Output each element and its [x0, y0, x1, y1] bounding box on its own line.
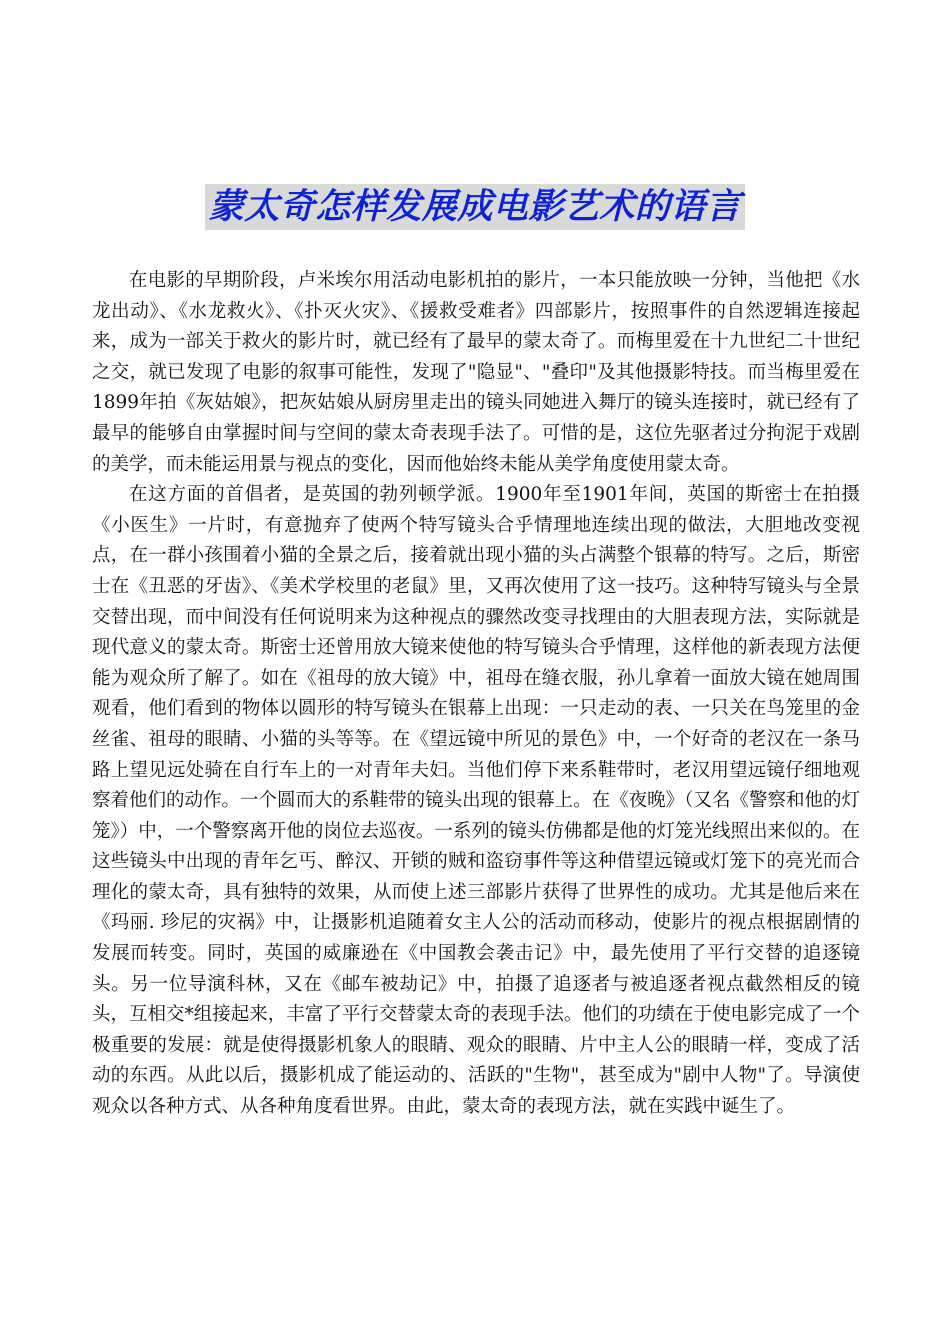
- paragraph-2: 在这方面的首倡者，是英国的勃列顿学派。1900年至1901年间，英国的斯密士在拍摄《小医生》一片时，有意抛弃了使两个特写镜头合乎情理地连续出现的做法，大胆地改变视点，在一群小孩围着小猫的全景之后，接着就出现小猫的头占满整个银幕的特写。之后，斯密士在《丑恶的牙齿》、《美术学校里的老鼠》里，又再次使用了这一技巧。这种特写镜头与全景交替出现，而中间没有任何说明来为这种视点的骤然改变寻找理由的大胆表现方法，实际就是现代意义的蒙太奇。斯密士还曾用放大镜来使他的特写镜头合乎情理，这样他的新表现方法便能为观众所了解了。如在《祖母的放大镜》中，祖母在缝衣服，孙儿拿着一面放大镜在她周围观看，他们看到的物体以圆形的特写镜头在银幕上出现：一只走动的表、一只关在鸟笼里的金丝雀、祖母的眼睛、小猫的头等等。在《望远镜中所见的景色》中，一个好奇的老汉在一条马路上望见远处骑在自行车上的一对青年夫妇。当他们停下来系鞋带时，老汉用望远镜仔细地观察着他们的动作。一个圆而大的系鞋带的镜头出现的银幕上。在《夜晚》（又名《警察和他的灯笼》）中，一个警察离开他的岗位去巡夜。一系列的镜头仿佛都是他的灯笼光线照出来似的。在这些镜头中出现的青年乞丐、醉汉、开锁的贼和盗窃事件等这种借望远镜或灯笼下的亮光而合理化的蒙太奇，具有独特的效果，从而使上述三部影片获得了世界性的成功。尤其是他后来在《玛丽. 珍尼的灾祸》中，让摄影机追随着女主人公的活动而移动，使影片的视点根据剧情的发展而转变。同时，英国的威廉逊在《中国教会袭击记》中，最先使用了平行交替的追逐镜头。另一位导演科林，又在《邮车被劫记》中，拍摄了追逐者与被追逐者视点截然相反的镜头，互相交*组接起来，丰富了平行交替蒙太奇的表现手法。他们的功绩在于使电影完成了一个极重要的发展：就是使得摄影机象人的眼睛、观众的眼睛、片中主人公的眼睛一样，变成了活动的东西。从此以后，摄影机成了能运动的、活跃的"生物"，甚至成为"剧中人物"了。导演使观众以各种方式、从各种角度看世界。由此，蒙太奇的表现方法，就在实践中诞生了。: [92, 484, 860, 1118]
- paragraph-1: 在电影的早期阶段，卢米埃尔用活动电影机拍的影片，一本只能放映一分钟，当他把《水龙出动》、《水龙救火》、《扑灭火灾》、《援救受难者》四部影片，按照事件的自然逻辑连接起来，成为一部关于救火的影片时，就已经有了最早的蒙太奇了。而梅里爱在十九世纪二十世纪之交，就已发现了电影的叙事可能性，发现了"隐显"、"叠印"及其他摄影特技。而当梅里爱在1899年拍《灰姑娘》，把灰姑娘从厨房里走出的镜头同她进入舞厅的镜头连接时，就已经有了最早的能够自由掌握时间与空间的蒙太奇表现手法了。可惜的是，这位先驱者过分拘泥于戏剧的美学，而未能运用景与视点的变化，因而他始终未能从美学角度使用蒙太奇。: [92, 270, 860, 475]
- document-title: 蒙太奇怎样发展成电影艺术的语言: [205, 184, 746, 230]
- document-body: [92, 266, 860, 1123]
- title-container: [0, 184, 950, 230]
